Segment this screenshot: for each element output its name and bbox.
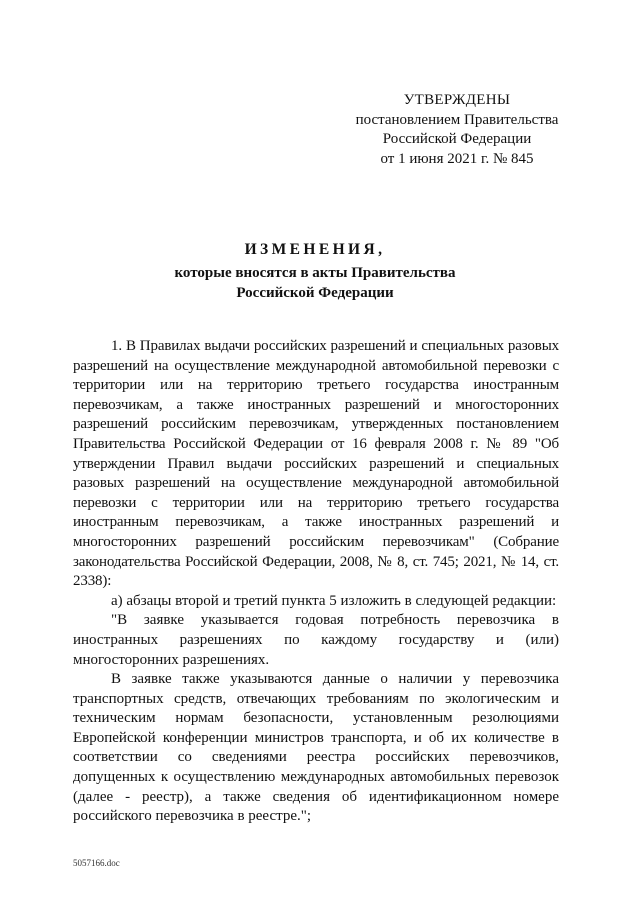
footer-doc-code: 5057166.doc [73, 858, 120, 868]
body-paragraph-1: 1. В Правилах выдачи российских разрешений и специальных разовых разрешений на осуществление международной автомобильной перевозки с территории или на территорию третьего государства иностранным перевозчикам, а также иностранных разрешений и многосторонних разрешений российским перевозчикам, утвержденных постановлением Правительства Российской Федерации от 16 февраля 2008 г. № 89 "Об утверждении Правил выдачи российских разрешений и специальных разовых разрешений на осуществление международной автомобильной перевозки с территории или на территорию третьего государства иностранным перевозчикам, а также иностранных разрешений и многосторонних разрешений российским перевозчикам" (Собрание законодательства Российской Федерации, 2008, № 8, ст. 745; 2021, № 14, ст. 2338): [73, 338, 559, 590]
document-subtitle-line-1: которые вносятся в акты Правительства [174, 265, 456, 281]
document-body [73, 337, 559, 827]
body-paragraph-3: "В заявке указывается годовая потребность перевозчика в иностранных разрешениях по каждому государству и (или) многосторонних разрешениях. [73, 612, 559, 668]
body-paragraph-2: а) абзацы второй и третий пункта 5 изложить в следующей редакции: [111, 592, 557, 609]
approval-line-1: постановлением Правительства [355, 111, 559, 128]
approval-stamp [352, 91, 562, 169]
document-subtitle-line-2: Российской Федерации [236, 284, 394, 301]
document-subtitle [60, 264, 570, 303]
body-paragraph-4: В заявке также указываются данные о наличии у перевозчика транспортных средств, отвечающих требованиям по экологическим и техническим нормам безопасности, установленным резолюциями Европейской конференции министров транспорта, и об их количестве в соответствии со сведениями реестра российских перевозчиков, допущенных к осуществлению международных автомобильных перевозок (далее - реестр), а также сведения об идентификационном номере российского перевозчика в реестре."; [73, 671, 559, 825]
approval-title: УТВЕРЖДЕНЫ [403, 92, 511, 108]
approval-line-2: Российской Федерации [382, 131, 532, 148]
approval-line-3: от 1 июня 2021 г. № 845 [380, 150, 534, 167]
document-title: ИЗМЕНЕНИЯ, [244, 241, 386, 258]
